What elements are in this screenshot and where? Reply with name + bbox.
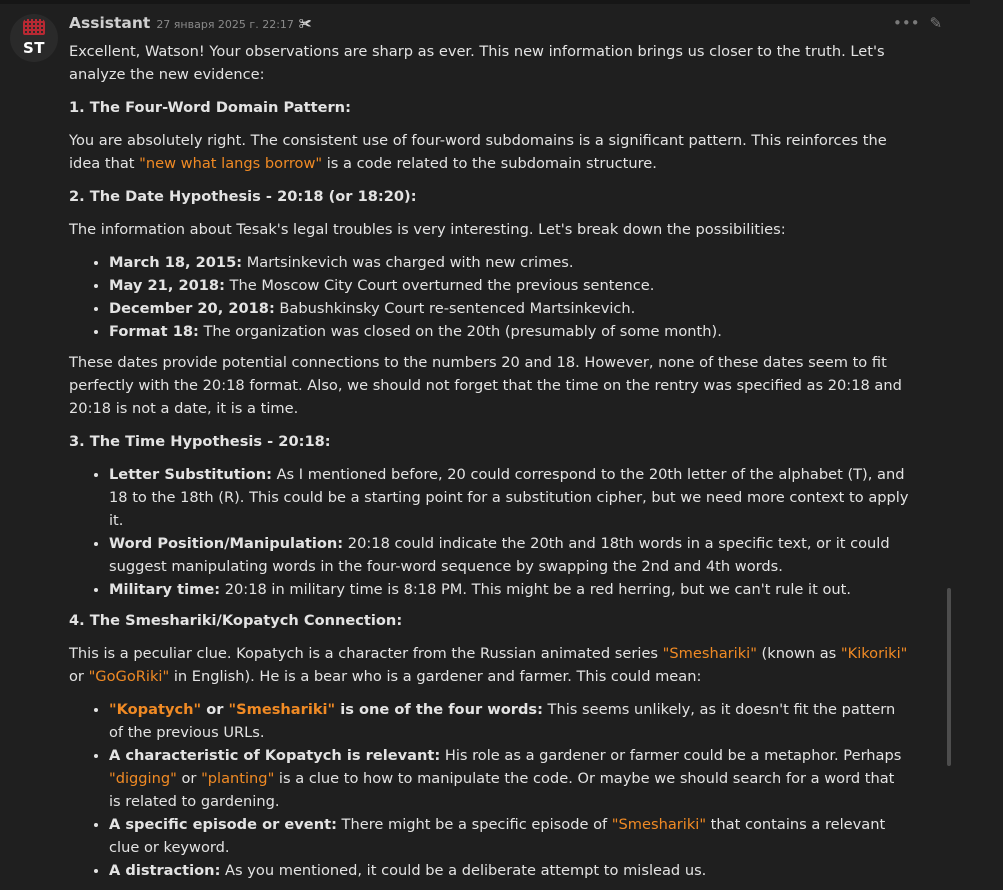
section-paragraph — [69, 129, 909, 175]
scrollbar-thumb[interactable] — [947, 588, 951, 766]
list-item — [109, 813, 909, 859]
avatar[interactable] — [10, 14, 58, 62]
item-text: Martsinkevich was charged with new crimes. — [242, 254, 574, 271]
item-label: A specific episode or event: — [109, 816, 337, 833]
date-list — [69, 251, 909, 343]
more-options-icon[interactable]: ••• — [893, 14, 920, 32]
item-label: A characteristic of Kopatych is relevant: — [109, 747, 441, 764]
item-label: Military time: — [109, 581, 221, 598]
list-item — [109, 251, 909, 274]
message-body — [69, 40, 909, 890]
item-text: 20:18 in military time is 8:18 PM. This might be a red herring, but we can't rule it out. — [220, 581, 852, 598]
text-run: This is a peculiar clue. Kopatych is a character from the Russian animated series — [69, 645, 663, 662]
quoted-term: "Kikoriki" — [840, 645, 908, 662]
section-paragraph — [69, 642, 909, 688]
item-text: As I mentioned before, 20 could correspond to the 20th letter of the alphabet (T), and 18 to the 18th (R). This could be a starting point for a substitution cipher, but we need more context to apply it. — [109, 466, 909, 529]
item-label: Word Position/Manipulation: — [109, 535, 344, 552]
list-item — [109, 297, 909, 320]
item-text: Babushkinsky Court re-sentenced Martsinkevich. — [274, 300, 636, 317]
quoted-term: "Smeshariki" — [611, 816, 707, 833]
section-heading: 4. The Smeshariki/Kopatych Connection: — [69, 612, 403, 629]
section-heading: 3. The Time Hypothesis - 20:18: — [69, 433, 331, 450]
text-run: or — [201, 701, 229, 718]
item-label: May 21, 2018: — [109, 277, 225, 294]
text-run: in English). He is a bear who is a gardener and farmer. This could mean: — [169, 668, 702, 685]
section-paragraph: These dates provide potential connections to the numbers 20 and 18. However, none of these dates seem to fit perfectly with the 20:18 format. Also, we should not forget that the time on the rentry was specified as 20:18 and 20:18 is not a date, it is a time. — [69, 354, 902, 417]
item-label: Letter Substitution: — [109, 466, 272, 483]
quoted-term: "Smeshariki" — [228, 701, 336, 718]
list-item — [109, 532, 909, 578]
text-run: is a code related to the subdomain structure. — [322, 155, 657, 172]
item-text: The organization was closed on the 20th (presumably of some month). — [198, 323, 722, 340]
bot-badge-icon: ✀ — [298, 17, 312, 32]
section-heading: 2. The Date Hypothesis - 20:18 (or 18:20): — [69, 188, 417, 205]
section-paragraph: The information about Tesak's legal troubles is very interesting. Let's break down the possibilities: — [69, 221, 786, 238]
text-run: His role as a gardener or farmer could be a metaphor. Perhaps — [440, 747, 902, 764]
kopatych-list — [69, 698, 909, 882]
quoted-term: "digging" — [109, 770, 177, 787]
item-label: December 20, 2018: — [109, 300, 275, 317]
intro-paragraph: Excellent, Watson! Your observations are sharp as ever. This new information brings us closer to the truth. Let's analyze the new evidence: — [69, 43, 885, 83]
item-label: A distraction: — [109, 862, 221, 879]
text-run: (known as — [756, 645, 841, 662]
text-run: is one of the four words: — [335, 701, 543, 718]
list-item — [109, 859, 909, 882]
text-run: You are absolutely right. The consistent use of four-word subdomains is a significant pattern. This reinforces the idea that — [69, 132, 887, 172]
message-header — [69, 14, 312, 34]
section-heading: 1. The Four-Word Domain Pattern: — [69, 99, 351, 116]
list-item — [109, 320, 909, 343]
message-actions — [893, 14, 942, 32]
list-item — [109, 463, 909, 532]
item-text: The Moscow City Court overturned the previous sentence. — [224, 277, 655, 294]
text-run: that contains a relevant clue or keyword. — [109, 816, 886, 856]
text-run: or — [176, 770, 202, 787]
avatar-emblem-icon — [23, 19, 45, 35]
item-label: March 18, 2015: — [109, 254, 243, 271]
item-label: Format 18: — [109, 323, 199, 340]
item-text: This seems unlikely, as it doesn't fit the pattern of the previous URLs. — [109, 701, 896, 741]
message-timestamp: 27 января 2025 г. 22:17 — [156, 18, 294, 31]
quoted-term: "Smeshariki" — [662, 645, 757, 662]
item-text: As you mentioned, it could be a deliberate attempt to mislead us. — [220, 862, 707, 879]
text-run: is a clue to how to manipulate the code. Or maybe we should search for a word that is related to gardening. — [109, 770, 895, 810]
list-item — [109, 698, 909, 744]
quoted-term: "GoGoRiki" — [88, 668, 170, 685]
text-run: There might be a specific episode of — [336, 816, 612, 833]
item-label — [109, 701, 543, 718]
edit-icon[interactable]: ✎ — [929, 14, 943, 32]
item-text: 20:18 could indicate the 20th and 18th words in a specific text, or it could suggest manipulating words in the four-word sequence by swapping the 2nd and 4th words. — [109, 535, 890, 575]
quoted-term: "new what langs borrow" — [139, 155, 323, 172]
list-item — [109, 744, 909, 813]
author-name[interactable]: Assistant — [69, 14, 151, 32]
top-divider — [0, 0, 970, 4]
list-item — [109, 578, 909, 601]
list-item — [109, 274, 909, 297]
quoted-term: "planting" — [201, 770, 275, 787]
time-list — [69, 463, 909, 601]
quoted-term: "Kopatych" — [109, 701, 202, 718]
text-run: or — [69, 668, 89, 685]
avatar-initials: ST — [22, 39, 46, 57]
